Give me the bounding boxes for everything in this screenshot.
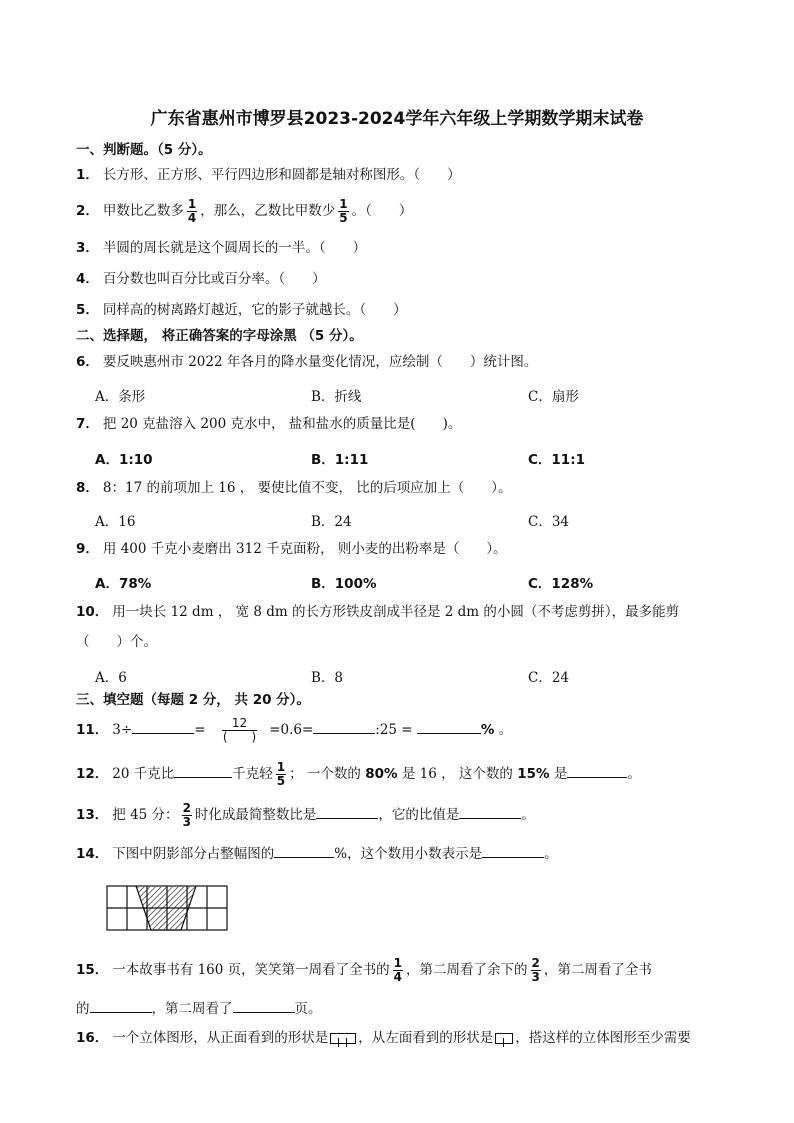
- question-text: ，第二周看了: [151, 1001, 233, 1017]
- question-text: 把 20 克盐溶入 200 克水中， 盐和盐水的质量比是( )。: [102, 416, 462, 432]
- question-4: [76, 270, 326, 288]
- question-number: 3．: [76, 240, 99, 256]
- option-b[interactable]: B．折线: [311, 389, 362, 405]
- section-heading-choice: 二、选择题， 将正确答案的字母涂黑 （5 分）。: [76, 328, 363, 344]
- question-number: 9．: [76, 541, 99, 557]
- question-number: 13．: [76, 807, 109, 823]
- question-text: 把 45 分：: [112, 807, 179, 823]
- answer-blank[interactable]: [233, 998, 295, 1013]
- question-text: 是: [553, 766, 568, 782]
- question-6: [76, 353, 537, 371]
- question-text: %，这个数用小数表示是: [334, 846, 483, 862]
- shaded-grid-figure: [106, 885, 228, 931]
- question-number: 5．: [76, 302, 99, 318]
- section-heading-fill: 三、填空题（每题 2 分， 共 20 分）。: [76, 692, 310, 708]
- question-text: 的: [76, 1001, 90, 1017]
- answer-blank[interactable]: [417, 719, 481, 734]
- question-13: [76, 801, 535, 829]
- front-view-shape-icon: [330, 1033, 356, 1044]
- question-10-continued: （ ）个。: [76, 634, 157, 650]
- option-a[interactable]: A．16: [95, 514, 136, 530]
- question-text: 是 16 ， 这个数的: [401, 766, 513, 782]
- question-text: 同样高的树离路灯越近，它的影子就越长。（ ）: [102, 302, 407, 318]
- question-text: 千克轻: [232, 766, 273, 782]
- question-text: ，第二周看了全书: [543, 962, 652, 978]
- answer-blank[interactable]: [132, 719, 194, 734]
- option-b[interactable]: B．100%: [311, 576, 377, 592]
- question-text: 。: [544, 846, 558, 862]
- fraction: $\frac{2}{3}$: [182, 801, 191, 829]
- option-a[interactable]: A．78%: [95, 576, 152, 592]
- answer-blank[interactable]: [316, 804, 378, 819]
- question-text: ，那么，乙数比甲数少: [200, 203, 336, 219]
- question-14: [76, 843, 558, 863]
- question-number: 14．: [76, 846, 109, 862]
- question-text: 80%: [365, 766, 398, 782]
- question-number: 2．: [76, 203, 99, 219]
- question-text: 。: [521, 807, 535, 823]
- question-text: %: [480, 722, 495, 738]
- question-3: [76, 239, 366, 257]
- left-view-shape-icon: [495, 1033, 513, 1044]
- question-text: ，从左面看到的形状是: [358, 1030, 494, 1046]
- fraction: $\frac{1}{5}$: [276, 760, 286, 788]
- option-a[interactable]: A．条形: [95, 389, 146, 405]
- option-c[interactable]: C．34: [528, 514, 570, 530]
- question-text: 。（ ）: [351, 203, 413, 219]
- question-5: [76, 301, 407, 319]
- question-8: [76, 479, 512, 497]
- question-10: [76, 603, 679, 621]
- question-text: 用 400 千克小麦磨出 312 千克面粉， 则小麦的出粉率是（ ）。: [102, 541, 507, 557]
- question-number: 1．: [76, 167, 99, 183]
- question-number: 6．: [76, 354, 99, 370]
- question-number: 16．: [76, 1030, 109, 1046]
- question-text: :25 =: [375, 722, 413, 738]
- fraction: $\frac{2}{3}$: [531, 956, 540, 984]
- question-text: 要反映惠州市 2022 年各月的降水量变化情况，应绘制（ ）统计图。: [102, 354, 538, 370]
- option-c[interactable]: C．扇形: [528, 389, 579, 405]
- question-number: 15．: [76, 962, 109, 978]
- question-text: 时化成最简整数比是: [194, 807, 317, 823]
- question-text: =0.6=: [269, 722, 314, 738]
- option-c[interactable]: C．11:1: [528, 452, 585, 468]
- section-heading-judgment: 一、判断题。（5 分）。: [76, 142, 212, 158]
- question-number: 10．: [76, 604, 109, 620]
- question-number: 4．: [76, 271, 99, 287]
- question-text: 百分数也叫百分比或百分率。（ ）: [102, 271, 326, 287]
- option-a[interactable]: A．1:10: [95, 452, 153, 468]
- question-1: [76, 166, 461, 184]
- question-text: 下图中阴影部分占整幅图的: [112, 846, 275, 862]
- question-15: [76, 956, 652, 984]
- option-b[interactable]: B．8: [311, 670, 344, 686]
- question-text: 长方形、正方形、平行四边形和圆都是轴对称图形。（ ）: [102, 167, 461, 183]
- question-text: 一本故事书有 160 页，笑笑第一周看了全书的: [112, 962, 390, 978]
- answer-blank[interactable]: [174, 763, 232, 778]
- option-a[interactable]: A．6: [95, 670, 127, 686]
- question-text: 3÷: [112, 722, 133, 738]
- question-11: [76, 716, 512, 744]
- fraction: $\frac{1}{4}$: [393, 956, 403, 984]
- fraction: $\frac{12}{( )}$: [222, 716, 257, 744]
- fraction: $\frac{1}{4}$: [187, 197, 197, 225]
- option-c[interactable]: C．24: [528, 670, 570, 686]
- question-number: 11．: [76, 722, 109, 738]
- question-text: 半圆的周长就是这个圆周长的一半。（ ）: [102, 240, 367, 256]
- question-text: ，它的比值是: [378, 807, 460, 823]
- question-text: 20 千克比: [112, 766, 175, 782]
- question-text: 8：17 的前项加上 16 ， 要使比值不变， 比的后项应加上（ ）。: [102, 480, 512, 496]
- option-b[interactable]: B．24: [311, 514, 352, 530]
- question-text: 一个立体图形，从正面看到的形状是: [112, 1030, 329, 1046]
- answer-blank[interactable]: [313, 719, 375, 734]
- page-title: 广东省惠州市博罗县2023-2024学年六年级上学期数学期末试卷: [150, 109, 644, 129]
- answer-blank[interactable]: [274, 843, 334, 858]
- option-c[interactable]: C．128%: [528, 576, 594, 592]
- question-number: 12．: [76, 766, 109, 782]
- question-text: ，搭这样的立体图形至少需要: [515, 1030, 691, 1046]
- answer-blank[interactable]: [482, 843, 544, 858]
- question-text: 页。: [294, 1001, 322, 1017]
- grid-lines: [107, 886, 227, 930]
- question-text: 用一块长 12 dm ， 宽 8 dm 的长方形铁皮剖成半径是 2 dm 的小圆（不考虑剪拼），最多能剪: [112, 604, 680, 620]
- answer-blank[interactable]: [459, 804, 521, 819]
- question-text: =: [194, 722, 206, 738]
- question-text: 甲数比乙数多: [102, 203, 184, 219]
- question-text: 。: [498, 722, 513, 738]
- question-15-continued: [76, 998, 322, 1018]
- question-12: [76, 760, 641, 788]
- question-9: [76, 540, 507, 558]
- question-number: 8．: [76, 480, 99, 496]
- question-7: [76, 415, 461, 433]
- answer-blank[interactable]: [90, 998, 152, 1013]
- question-text: 。: [627, 766, 641, 782]
- answer-blank[interactable]: [567, 763, 627, 778]
- question-number: 7．: [76, 416, 99, 432]
- fraction: $\frac{1}{5}$: [339, 197, 348, 225]
- option-b[interactable]: B．1:11: [311, 452, 369, 468]
- question-text: 15%: [517, 766, 550, 782]
- question-2: [76, 197, 412, 225]
- question-text: ，第二周看了余下的: [406, 962, 528, 978]
- question-16: [76, 1029, 691, 1047]
- question-text: ； 一个数的: [289, 766, 361, 782]
